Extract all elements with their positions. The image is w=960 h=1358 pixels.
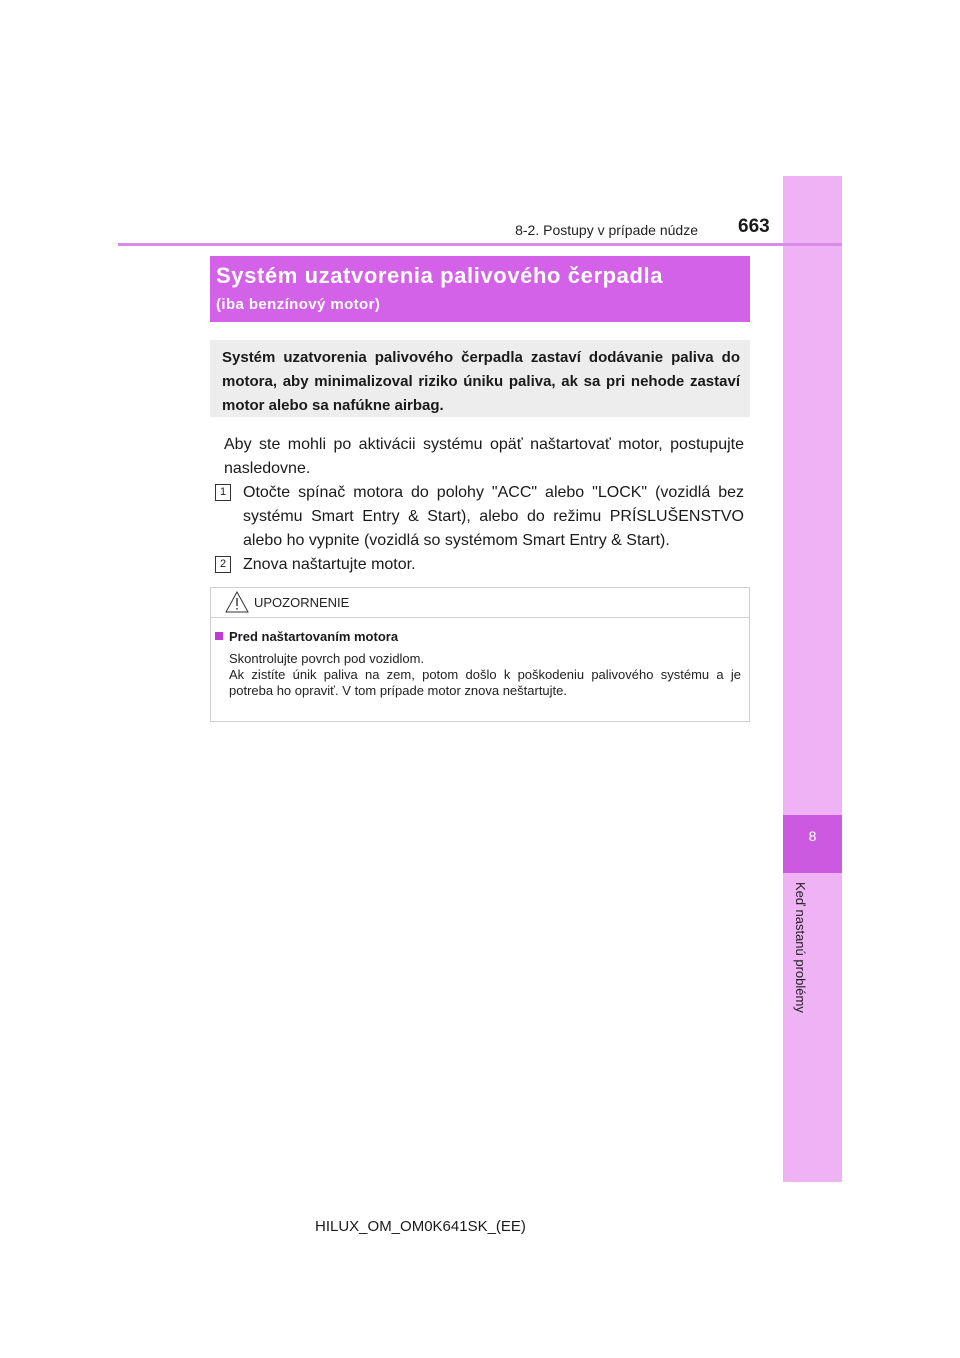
body-paragraph: Aby ste mohli po aktivácii systému opäť naštartovať motor, postupujte nasledovne. bbox=[224, 436, 744, 477]
intro-text: Systém uzatvorenia palivového čerpadla zastaví dodávanie paliva do motora, aby minimalizoval riziko úniku paliva, ak sa pri nehode zastaví motor alebo sa nafúkne airbag. bbox=[222, 349, 740, 414]
header-rule bbox=[118, 243, 842, 246]
document-code: HILUX_OM_OM0K641SK_(EE) bbox=[315, 1218, 526, 1235]
section-heading: 8-2. Postupy v prípade núdze bbox=[515, 222, 698, 238]
section-title-box bbox=[210, 256, 750, 322]
warning-line-1: Skontrolujte povrch pod vozidlom. bbox=[229, 651, 425, 666]
step-number-1: 1 bbox=[215, 484, 231, 501]
step-number-2: 2 bbox=[215, 556, 231, 573]
bullet-square-icon bbox=[215, 632, 223, 640]
warning-body bbox=[229, 651, 741, 699]
section-title: Systém uzatvorenia palivového čerpadla bbox=[216, 263, 664, 288]
warning-box bbox=[210, 587, 750, 722]
warning-title: Pred naštartovaním motora bbox=[229, 629, 399, 644]
step-text-1: Otočte spínač motora do polohy "ACC" alebo "LOCK" (vozidlá bez systému Smart Entry & Start), alebo do režimu PRÍSLUŠENSTVO alebo ho vypnite (vozidlá so systémom Smart Entry & Start). bbox=[243, 484, 744, 549]
step-text-2: Znova naštartujte motor. bbox=[243, 556, 416, 573]
chapter-title: Keď nastanú problémy bbox=[793, 882, 808, 1013]
warning-triangle-icon bbox=[225, 591, 249, 613]
warning-header bbox=[211, 588, 749, 618]
warning-label: UPOZORNENIE bbox=[254, 595, 350, 610]
warning-line-2: Ak zistíte únik paliva na zem, potom došlo k poškodeniu palivového systému a je potreba ho opraviť. V tom prípade motor znova neštartujte. bbox=[229, 667, 741, 698]
section-subtitle: (iba benzínový motor) bbox=[216, 296, 381, 313]
side-tab-active-chapter bbox=[783, 815, 842, 873]
chapter-number: 8 bbox=[808, 828, 817, 844]
intro-box bbox=[210, 340, 750, 417]
page-number: 663 bbox=[738, 216, 770, 237]
